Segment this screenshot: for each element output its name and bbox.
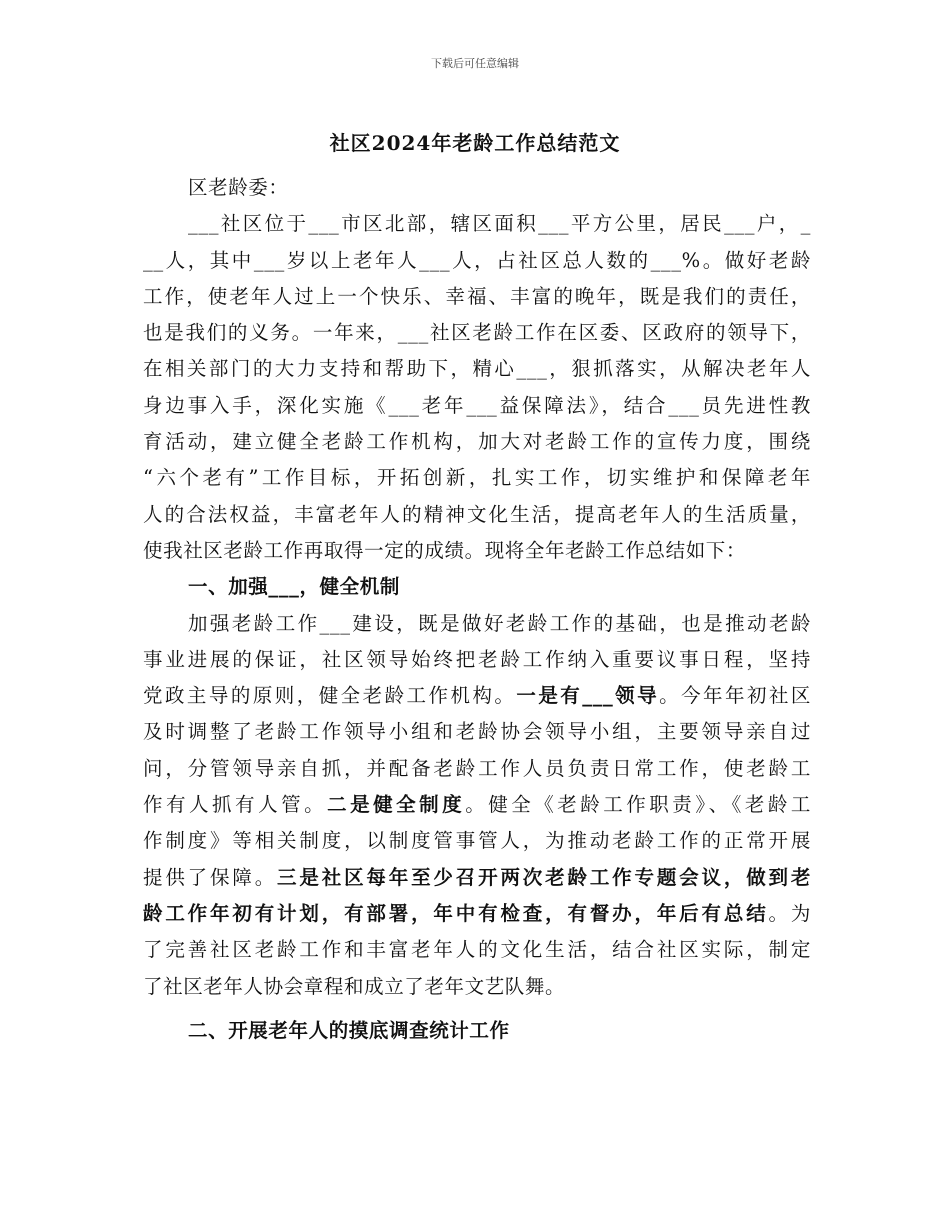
text-run: 党政主导的原则，健全老龄工作机构。 [143, 684, 517, 708]
paragraph-intro [143, 206, 811, 569]
paragraph-line: __人，其中___岁以上老年人___人，占社区总人数的___%。做好老龄 [143, 248, 811, 272]
document-body [143, 170, 811, 1049]
header-note: 下载后可任意编辑 [431, 57, 519, 70]
text-run: 。今年年初社区 [659, 684, 811, 708]
paragraph-line: 了完善社区老龄工作和丰富老年人的文化生活，结合社区实际，制定 [143, 938, 811, 962]
salutation: 区老龄委： [188, 176, 289, 199]
paragraph-line [143, 787, 811, 823]
paragraph-line: 人的合法权益，丰富老年人的精神文化生活，提高老年人的生活质量， [143, 502, 811, 526]
paragraph-line: 了社区老年人协会章程和成立了老年文艺队舞。 [143, 974, 566, 998]
paragraph-line: 加强老龄工作___建设，既是做好老龄工作的基础，也是推动老龄 [188, 611, 811, 635]
emphasis-point-3-cont: 龄工作年初有计划，有部署，年中有检查，有督办，年后有总结 [143, 901, 769, 925]
section-heading-2: 二、开展老年人的摸底调查统计工作 [188, 1018, 510, 1042]
paragraph-line: 使我社区老龄工作再取得一定的成绩。现将全年老龄工作总结如下： [143, 538, 747, 562]
emphasis-point-1: 一是有___领导 [516, 684, 660, 708]
spacer [143, 1005, 811, 1013]
paragraph-line: 也是我们的义务。一年来，___社区老龄工作在区委、区政府的领导下， [143, 321, 811, 345]
paragraph-line: 及时调整了老龄工作领导小组和老龄协会领导小组，主要领导亲自过 [143, 720, 811, 744]
paragraph-line [143, 860, 811, 896]
paragraph-line: “六个老有”工作目标，开拓创新，扎实工作，切实维护和保障老年 [143, 466, 811, 490]
paragraph-section-1 [143, 606, 811, 1005]
paragraph-line: 育活动，建立健全老龄工作机构，加大对老龄工作的宣传力度，围绕 [143, 430, 811, 454]
paragraph-line [143, 896, 811, 932]
paragraph-line: 在相关部门的大力支持和帮助下，精心___，狠抓落实，从解决老年人 [143, 357, 811, 381]
paragraph-line: 身边事入手，深化实施《___老年___益保障法》，结合___员先进性教 [143, 393, 811, 417]
emphasis-point-2: 二是健全制度 [327, 793, 466, 817]
text-run: 。健全《老龄工作职责》、《老龄工 [465, 793, 811, 817]
text-run: 提供了保障。 [143, 865, 278, 889]
paragraph-line: 事业进展的保证，社区领导始终把老龄工作纳入重要议事日程，坚持 [143, 647, 811, 671]
text-run: 。为 [768, 901, 811, 925]
document-title: 社区2024年老龄工作总结范文 [329, 131, 621, 155]
emphasis-point-3: 三是社区每年至少召开两次老龄工作专题会议，做到老 [277, 865, 811, 889]
paragraph-line: 作制度》等相关制度，以制度管事管人，为推动老龄工作的正常开展 [143, 829, 811, 853]
text-run: 作有人抓有人管。 [143, 793, 328, 817]
paragraph-line: 问，分管领导亲自抓，并配备老龄工作人员负责日常工作，使老龄工 [143, 756, 811, 780]
paragraph-line [143, 678, 811, 714]
paragraph-line: ___社区位于___市区北部，辖区面积___平方公里，居民___户，_ [188, 212, 811, 236]
paragraph-line: 工作，使老年人过上一个快乐、幸福、丰富的晚年，既是我们的责任， [143, 284, 811, 308]
section-heading-1: 一、加强___，健全机制 [188, 575, 400, 599]
